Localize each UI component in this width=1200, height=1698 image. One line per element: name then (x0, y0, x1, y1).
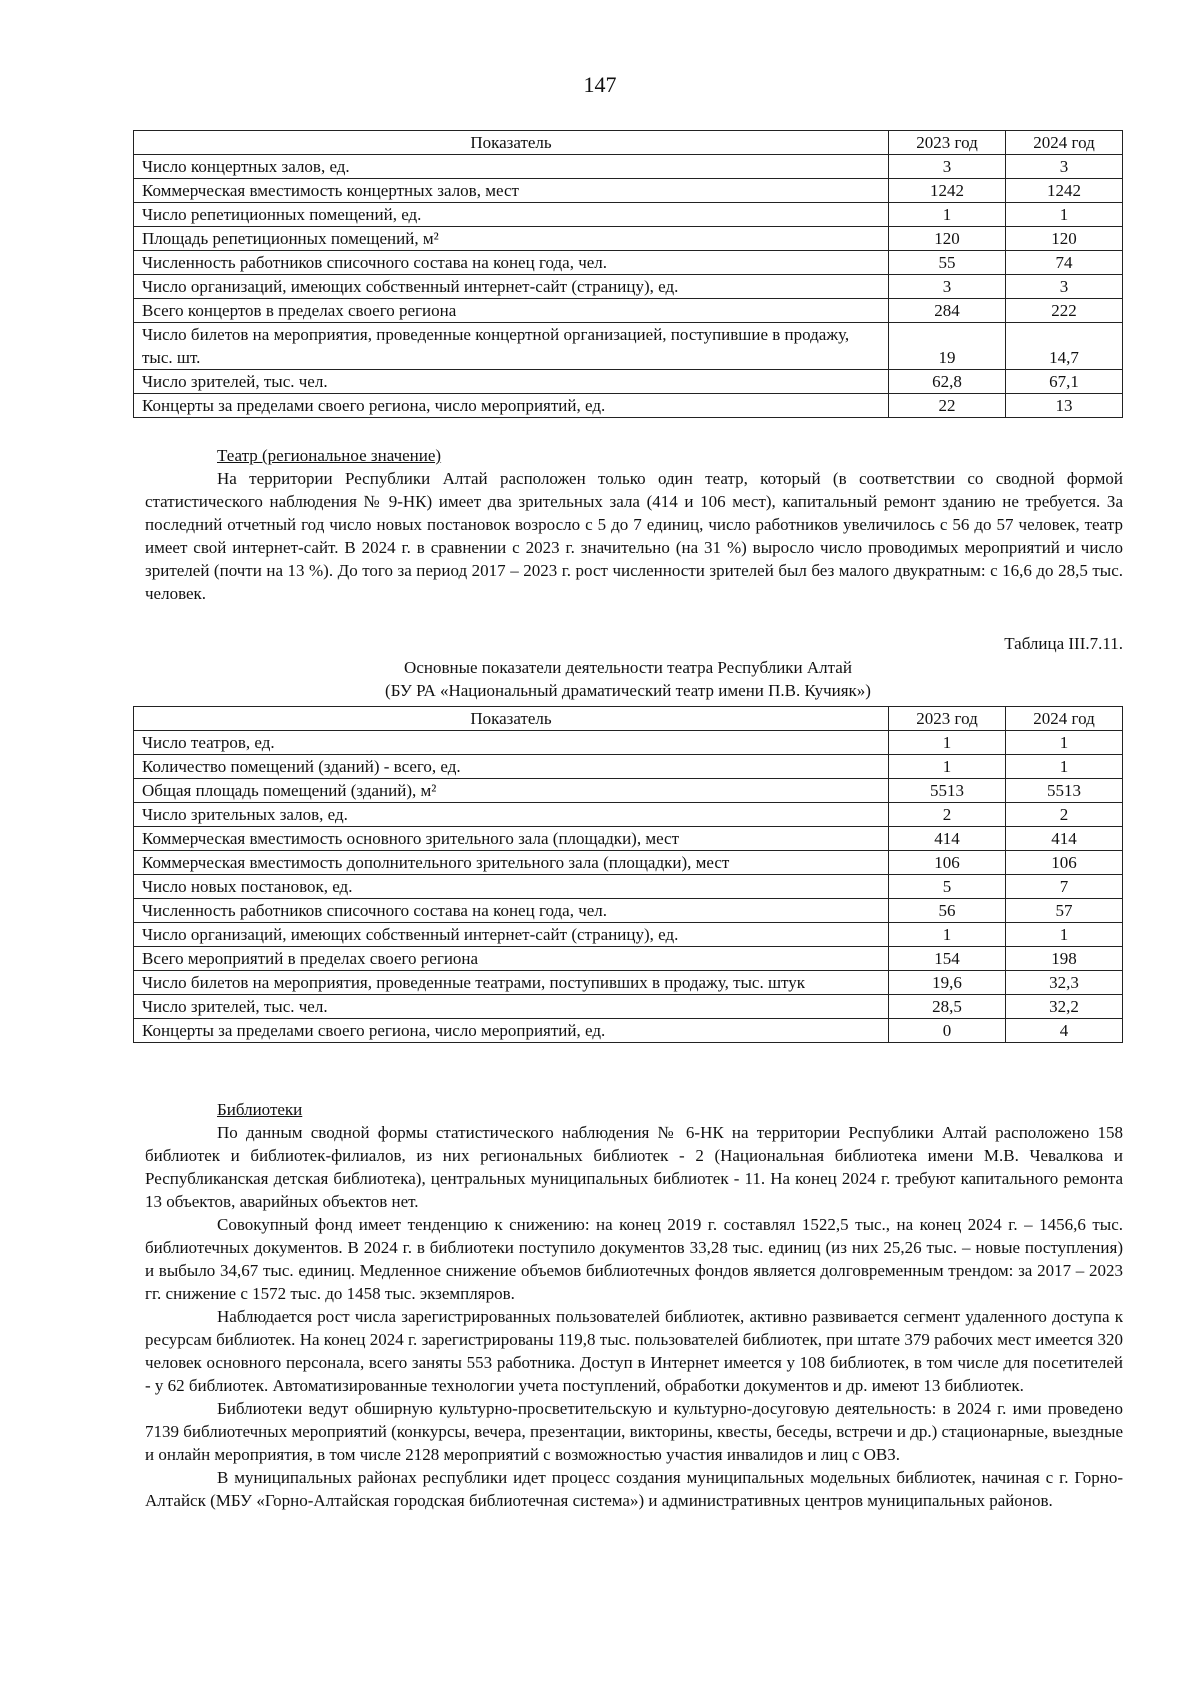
value-2023-cell: 1242 (889, 179, 1006, 203)
table-row (134, 731, 1123, 755)
value-2023-cell: 62,8 (889, 370, 1006, 394)
caption-line: Основные показатели деятельности театра Республики Алтай (404, 658, 852, 677)
value-2024-cell: 106 (1006, 851, 1123, 875)
indicator-name-cell: Коммерческая вместимость дополнительного зрительного зала (площадки), мест (134, 851, 889, 875)
table-row (134, 370, 1123, 394)
column-header: Показатель (134, 707, 889, 731)
value-2023-cell: 56 (889, 899, 1006, 923)
table-row (134, 923, 1123, 947)
value-2023-cell: 5 (889, 875, 1006, 899)
value-2024-cell: 14,7 (1006, 323, 1123, 370)
table-header-row (134, 131, 1123, 155)
indicator-name-cell: Численность работников списочного состава на конец года, чел. (134, 899, 889, 923)
paragraph: В муниципальных районах республики идет процесс создания муниципальных модельных библиотек, начиная с г. Горно-Алтайск (МБУ «Горно-Алтайская городская библиотечная система») и административных центров муниципальных районов. (145, 1468, 1123, 1510)
column-header: 2024 год (1006, 707, 1123, 731)
value-2024-cell: 13 (1006, 394, 1123, 418)
caption-line: (БУ РА «Национальный драматический театр имени П.В. Кучияк») (385, 681, 871, 700)
value-2024-cell: 198 (1006, 947, 1123, 971)
value-2024-cell: 1 (1006, 923, 1123, 947)
value-2024-cell: 32,2 (1006, 995, 1123, 1019)
value-2023-cell: 0 (889, 1019, 1006, 1043)
table-row (134, 227, 1123, 251)
value-2023-cell: 3 (889, 155, 1006, 179)
value-2024-cell: 1 (1006, 731, 1123, 755)
table-row (134, 947, 1123, 971)
indicator-name-cell: Число билетов на мероприятия, проведенные театрами, поступивших в продажу, тыс. штук (134, 971, 889, 995)
table-row (134, 803, 1123, 827)
indicator-name-cell: Число зрителей, тыс. чел. (134, 995, 889, 1019)
indicator-name-cell: Число новых постановок, ед. (134, 875, 889, 899)
paragraph: Наблюдается рост числа зарегистрированных пользователей библиотек, активно развивается сегмент удаленного доступа к ресурсам библиотек. На конец 2024 г. зарегистрированы 119,8 тыс. пользователей библиотек, при штате 379 рабочих мест имеется 320 человек основного персонала, всего заняты 553 работника. Доступ в Интернет имеется у 108 библиотек, в том числе для посетителей - у 62 библиотек. Автоматизированные технологии учета поступлений, обработки документов и др. имеют 13 библиотек. (145, 1307, 1123, 1395)
value-2023-cell: 19,6 (889, 971, 1006, 995)
table-row (134, 323, 1123, 370)
value-2024-cell: 2 (1006, 803, 1123, 827)
value-2023-cell: 120 (889, 227, 1006, 251)
indicator-name-cell: Всего мероприятий в пределах своего региона (134, 947, 889, 971)
column-header: 2024 год (1006, 131, 1123, 155)
value-2024-cell: 1 (1006, 755, 1123, 779)
indicator-name-cell: Число репетиционных помещений, ед. (134, 203, 889, 227)
table-row (134, 251, 1123, 275)
table-row (134, 827, 1123, 851)
value-2024-cell: 222 (1006, 299, 1123, 323)
indicator-name-cell: Число организаций, имеющих собственный интернет-сайт (страницу), ед. (134, 923, 889, 947)
column-header: 2023 год (889, 707, 1006, 731)
table-number: Таблица III.7.11. (1004, 634, 1123, 653)
table-row (134, 394, 1123, 418)
value-2023-cell: 106 (889, 851, 1006, 875)
indicator-name-cell: Численность работников списочного состава на конец года, чел. (134, 251, 889, 275)
value-2024-cell: 5513 (1006, 779, 1123, 803)
table-row (134, 299, 1123, 323)
value-2024-cell: 67,1 (1006, 370, 1123, 394)
table-row (134, 155, 1123, 179)
value-2024-cell: 4 (1006, 1019, 1123, 1043)
value-2024-cell: 32,3 (1006, 971, 1123, 995)
table-header-row (134, 707, 1123, 731)
paragraph: На территории Республики Алтай расположен только один театр, который (в соответствии со сводной формой статистического наблюдения № 9-НК) имеет два зрительных зала (414 и 106 мест), капитальный ремонт зданию не требуется. За последний отчетный год число новых постановок возросло с 5 до 7 единиц, число работников увеличилось с 56 до 57 человек, театр имеет свой интернет-сайт. В 2024 г. в сравнении с 2023 г. значительно (на 31 %) выросло число проводимых мероприятий и число зрителей (почти на 13 %). До того за период 2017 – 2023 г. рост численности зрителей был без малого двукратным: с 16,6 до 28,5 тыс. человек. (145, 469, 1123, 603)
table-row (134, 851, 1123, 875)
value-2023-cell: 1 (889, 923, 1006, 947)
column-header: Показатель (134, 131, 889, 155)
page-number: 147 (583, 72, 617, 97)
indicator-name-cell: Общая площадь помещений (зданий), м² (134, 779, 889, 803)
table-row (134, 971, 1123, 995)
indicator-name-cell: Коммерческая вместимость основного зрительного зала (площадки), мест (134, 827, 889, 851)
paragraph: Совокупный фонд имеет тенденцию к снижению: на конец 2019 г. составлял 1522,5 тыс., на конец 2024 г. – 1456,6 тыс. библиотечных документов. В 2024 г. в библиотеки поступило документов 33,28 тыс. единиц (из них 25,26 тыс. – новые поступления) и выбыло 34,67 тыс. единиц. Медленное снижение объемов библиотечных фондов является долговременным трендом: за 2017 – 2023 гг. снижение с 1572 тыс. до 1458 тыс. экземпляров. (145, 1215, 1123, 1303)
value-2023-cell: 22 (889, 394, 1006, 418)
indicator-name-cell: Число концертных залов, ед. (134, 155, 889, 179)
value-2024-cell: 120 (1006, 227, 1123, 251)
paragraph: По данным сводной формы статистического наблюдения № 6-НК на территории Республики Алтай расположено 158 библиотек и библиотек-филиалов, из них региональных библиотек - 2 (Национальная библиотека имени М.В. Чевалкова и Республиканская детская библиотека), центральных муниципальных библиотек - 11. На конец 2024 г. требуют капитального ремонта 13 объектов, аварийных объектов нет. (145, 1123, 1123, 1211)
column-header: 2023 год (889, 131, 1006, 155)
indicator-name-cell: Концерты за пределами своего региона, число мероприятий, ед. (134, 1019, 889, 1043)
value-2023-cell: 19 (889, 323, 1006, 370)
value-2024-cell: 7 (1006, 875, 1123, 899)
value-2024-cell: 1242 (1006, 179, 1123, 203)
table-caption (133, 656, 1123, 702)
indicator-name-cell: Число организаций, имеющих собственный интернет-сайт (страницу), ед. (134, 275, 889, 299)
section-heading: Библиотеки (217, 1100, 303, 1119)
table-row (134, 203, 1123, 227)
indicator-name-cell: Число театров, ед. (134, 731, 889, 755)
value-2023-cell: 3 (889, 275, 1006, 299)
value-2024-cell: 3 (1006, 275, 1123, 299)
table-row (134, 779, 1123, 803)
value-2023-cell: 414 (889, 827, 1006, 851)
indicator-name-cell: Концерты за пределами своего региона, число мероприятий, ед. (134, 394, 889, 418)
paragraph: Библиотеки ведут обширную культурно-просветительскую и культурно-досуговую деятельность: в 2024 г. ими проведено 7139 библиотечных мероприятий (конкурсы, вечера, презентации, викторины, квесты, беседы, встречи и др.) стационарные, выездные и онлайн мероприятия, в том числе 2128 мероприятий с возможностью участия инвалидов и лиц с ОВЗ. (145, 1399, 1123, 1464)
value-2023-cell: 5513 (889, 779, 1006, 803)
value-2023-cell: 1 (889, 203, 1006, 227)
value-2024-cell: 414 (1006, 827, 1123, 851)
indicator-name-cell: Количество помещений (зданий) - всего, ед. (134, 755, 889, 779)
table-row (134, 755, 1123, 779)
libraries-section (145, 1098, 1123, 1512)
value-2024-cell: 1 (1006, 203, 1123, 227)
value-2023-cell: 55 (889, 251, 1006, 275)
table-row (134, 1019, 1123, 1043)
table-row (134, 875, 1123, 899)
value-2023-cell: 284 (889, 299, 1006, 323)
section-heading: Театр (региональное значение) (217, 446, 442, 465)
value-2023-cell: 28,5 (889, 995, 1006, 1019)
value-2023-cell: 2 (889, 803, 1006, 827)
indicator-name-cell: Число билетов на мероприятия, проведенные концертной организацией, поступившие в продажу, тыс. шт. (134, 323, 889, 370)
value-2024-cell: 74 (1006, 251, 1123, 275)
indicator-name-cell: Коммерческая вместимость концертных залов, мест (134, 179, 889, 203)
value-2023-cell: 154 (889, 947, 1006, 971)
indicator-name-cell: Число зрителей, тыс. чел. (134, 370, 889, 394)
concert-indicators-table (133, 130, 1123, 418)
table-row (134, 899, 1123, 923)
table-row (134, 275, 1123, 299)
theatre-indicators-table (133, 706, 1123, 1043)
value-2024-cell: 57 (1006, 899, 1123, 923)
table-row (134, 995, 1123, 1019)
indicator-name-cell: Всего концертов в пределах своего региона (134, 299, 889, 323)
table-row (134, 179, 1123, 203)
indicator-name-cell: Число зрительных залов, ед. (134, 803, 889, 827)
value-2023-cell: 1 (889, 731, 1006, 755)
indicator-name-cell: Площадь репетиционных помещений, м² (134, 227, 889, 251)
value-2023-cell: 1 (889, 755, 1006, 779)
value-2024-cell: 3 (1006, 155, 1123, 179)
theatre-section (145, 444, 1123, 605)
